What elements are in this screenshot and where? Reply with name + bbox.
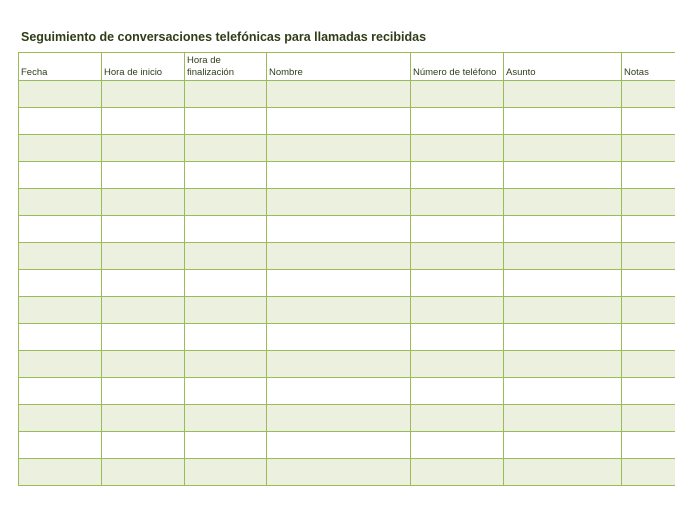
cell-hora-finalizacion[interactable] xyxy=(185,378,267,405)
cell-numero-telefono[interactable] xyxy=(411,81,504,108)
cell-fecha[interactable] xyxy=(19,378,102,405)
cell-hora-finalizacion[interactable] xyxy=(185,135,267,162)
cell-fecha[interactable] xyxy=(19,405,102,432)
cell-hora-inicio[interactable] xyxy=(102,405,185,432)
cell-asunto[interactable] xyxy=(504,270,622,297)
cell-hora-inicio[interactable] xyxy=(102,135,185,162)
cell-hora-inicio[interactable] xyxy=(102,216,185,243)
cell-hora-finalizacion[interactable] xyxy=(185,270,267,297)
cell-fecha[interactable] xyxy=(19,189,102,216)
cell-numero-telefono[interactable] xyxy=(411,432,504,459)
cell-numero-telefono[interactable] xyxy=(411,297,504,324)
cell-notas[interactable] xyxy=(622,324,675,351)
table-row xyxy=(19,297,675,324)
cell-notas[interactable] xyxy=(622,81,675,108)
cell-hora-finalizacion[interactable] xyxy=(185,243,267,270)
cell-fecha[interactable] xyxy=(19,297,102,324)
cell-numero-telefono[interactable] xyxy=(411,459,504,486)
cell-hora-finalizacion[interactable] xyxy=(185,216,267,243)
table-row xyxy=(19,108,675,135)
cell-fecha[interactable] xyxy=(19,162,102,189)
table-row xyxy=(19,216,675,243)
cell-hora-finalizacion[interactable] xyxy=(185,351,267,378)
cell-nombre[interactable] xyxy=(267,297,411,324)
cell-fecha[interactable] xyxy=(19,81,102,108)
cell-notas[interactable] xyxy=(622,189,675,216)
table-row xyxy=(19,324,675,351)
cell-hora-inicio[interactable] xyxy=(102,432,185,459)
cell-nombre[interactable] xyxy=(267,324,411,351)
cell-notas[interactable] xyxy=(622,378,675,405)
cell-hora-inicio[interactable] xyxy=(102,162,185,189)
cell-nombre[interactable] xyxy=(267,270,411,297)
cell-fecha[interactable] xyxy=(19,216,102,243)
cell-notas[interactable] xyxy=(622,270,675,297)
cell-notas[interactable] xyxy=(622,162,675,189)
cell-asunto[interactable] xyxy=(504,216,622,243)
cell-hora-finalizacion[interactable] xyxy=(185,297,267,324)
cell-numero-telefono[interactable] xyxy=(411,162,504,189)
cell-numero-telefono[interactable] xyxy=(411,405,504,432)
cell-hora-inicio[interactable] xyxy=(102,459,185,486)
cell-notas[interactable] xyxy=(622,108,675,135)
cell-notas[interactable] xyxy=(622,405,675,432)
cell-nombre[interactable] xyxy=(267,216,411,243)
header-asunto: Asunto xyxy=(504,53,622,81)
table-row xyxy=(19,243,675,270)
cell-hora-inicio[interactable] xyxy=(102,189,185,216)
call-log-table xyxy=(18,52,675,486)
cell-nombre[interactable] xyxy=(267,243,411,270)
cell-fecha[interactable] xyxy=(19,135,102,162)
cell-hora-inicio[interactable] xyxy=(102,270,185,297)
cell-nombre[interactable] xyxy=(267,81,411,108)
cell-numero-telefono[interactable] xyxy=(411,324,504,351)
cell-hora-finalizacion[interactable] xyxy=(185,189,267,216)
table-row xyxy=(19,81,675,108)
cell-asunto[interactable] xyxy=(504,189,622,216)
table-row xyxy=(19,270,675,297)
cell-nombre[interactable] xyxy=(267,351,411,378)
table-row xyxy=(19,135,675,162)
cell-numero-telefono[interactable] xyxy=(411,378,504,405)
cell-hora-inicio[interactable] xyxy=(102,243,185,270)
cell-hora-finalizacion[interactable] xyxy=(185,459,267,486)
cell-asunto[interactable] xyxy=(504,351,622,378)
table-row xyxy=(19,378,675,405)
cell-numero-telefono[interactable] xyxy=(411,270,504,297)
cell-nombre[interactable] xyxy=(267,405,411,432)
cell-hora-inicio[interactable] xyxy=(102,324,185,351)
header-row xyxy=(19,53,675,81)
cell-nombre[interactable] xyxy=(267,459,411,486)
cell-hora-inicio[interactable] xyxy=(102,351,185,378)
cell-fecha[interactable] xyxy=(19,324,102,351)
cell-numero-telefono[interactable] xyxy=(411,108,504,135)
header-notas: Notas xyxy=(622,53,675,81)
cell-asunto[interactable] xyxy=(504,81,622,108)
cell-numero-telefono[interactable] xyxy=(411,351,504,378)
document-title: Seguimiento de conversaciones telefónicas para llamadas recibidas xyxy=(21,30,427,44)
cell-hora-inicio[interactable] xyxy=(102,108,185,135)
cell-nombre[interactable] xyxy=(267,432,411,459)
cell-nombre[interactable] xyxy=(267,135,411,162)
cell-asunto[interactable] xyxy=(504,432,622,459)
cell-notas[interactable] xyxy=(622,243,675,270)
cell-notas[interactable] xyxy=(622,297,675,324)
cell-notas[interactable] xyxy=(622,351,675,378)
cell-hora-finalizacion[interactable] xyxy=(185,162,267,189)
cell-numero-telefono[interactable] xyxy=(411,189,504,216)
cell-fecha[interactable] xyxy=(19,243,102,270)
cell-fecha[interactable] xyxy=(19,432,102,459)
table-row xyxy=(19,189,675,216)
cell-hora-inicio[interactable] xyxy=(102,297,185,324)
cell-asunto[interactable] xyxy=(504,162,622,189)
table-row xyxy=(19,432,675,459)
cell-notas[interactable] xyxy=(622,216,675,243)
cell-hora-finalizacion[interactable] xyxy=(185,324,267,351)
cell-asunto[interactable] xyxy=(504,243,622,270)
table-row xyxy=(19,405,675,432)
header-fecha: Fecha xyxy=(19,53,102,81)
cell-nombre[interactable] xyxy=(267,162,411,189)
cell-asunto[interactable] xyxy=(504,378,622,405)
header-hora-inicio: Hora de inicio xyxy=(102,53,185,81)
cell-nombre[interactable] xyxy=(267,378,411,405)
cell-asunto[interactable] xyxy=(504,297,622,324)
header-nombre: Nombre xyxy=(267,53,411,81)
cell-numero-telefono[interactable] xyxy=(411,216,504,243)
cell-fecha[interactable] xyxy=(19,351,102,378)
cell-fecha[interactable] xyxy=(19,270,102,297)
cell-hora-finalizacion[interactable] xyxy=(185,81,267,108)
cell-notas[interactable] xyxy=(622,459,675,486)
cell-asunto[interactable] xyxy=(504,459,622,486)
cell-hora-inicio[interactable] xyxy=(102,378,185,405)
cell-fecha[interactable] xyxy=(19,459,102,486)
cell-asunto[interactable] xyxy=(504,108,622,135)
table-body xyxy=(19,81,675,486)
cell-nombre[interactable] xyxy=(267,108,411,135)
table-row xyxy=(19,162,675,189)
table-row xyxy=(19,351,675,378)
cell-hora-finalizacion[interactable] xyxy=(185,432,267,459)
cell-numero-telefono[interactable] xyxy=(411,135,504,162)
cell-hora-inicio[interactable] xyxy=(102,81,185,108)
header-numero-telefono: Número de teléfono xyxy=(411,53,504,81)
cell-asunto[interactable] xyxy=(504,405,622,432)
cell-asunto[interactable] xyxy=(504,135,622,162)
cell-nombre[interactable] xyxy=(267,189,411,216)
cell-numero-telefono[interactable] xyxy=(411,243,504,270)
cell-fecha[interactable] xyxy=(19,108,102,135)
cell-hora-finalizacion[interactable] xyxy=(185,108,267,135)
cell-asunto[interactable] xyxy=(504,324,622,351)
table-row xyxy=(19,459,675,486)
cell-notas[interactable] xyxy=(622,432,675,459)
cell-hora-finalizacion[interactable] xyxy=(185,405,267,432)
cell-notas[interactable] xyxy=(622,135,675,162)
header-hora-finalizacion: Hora de finalización xyxy=(185,53,267,81)
